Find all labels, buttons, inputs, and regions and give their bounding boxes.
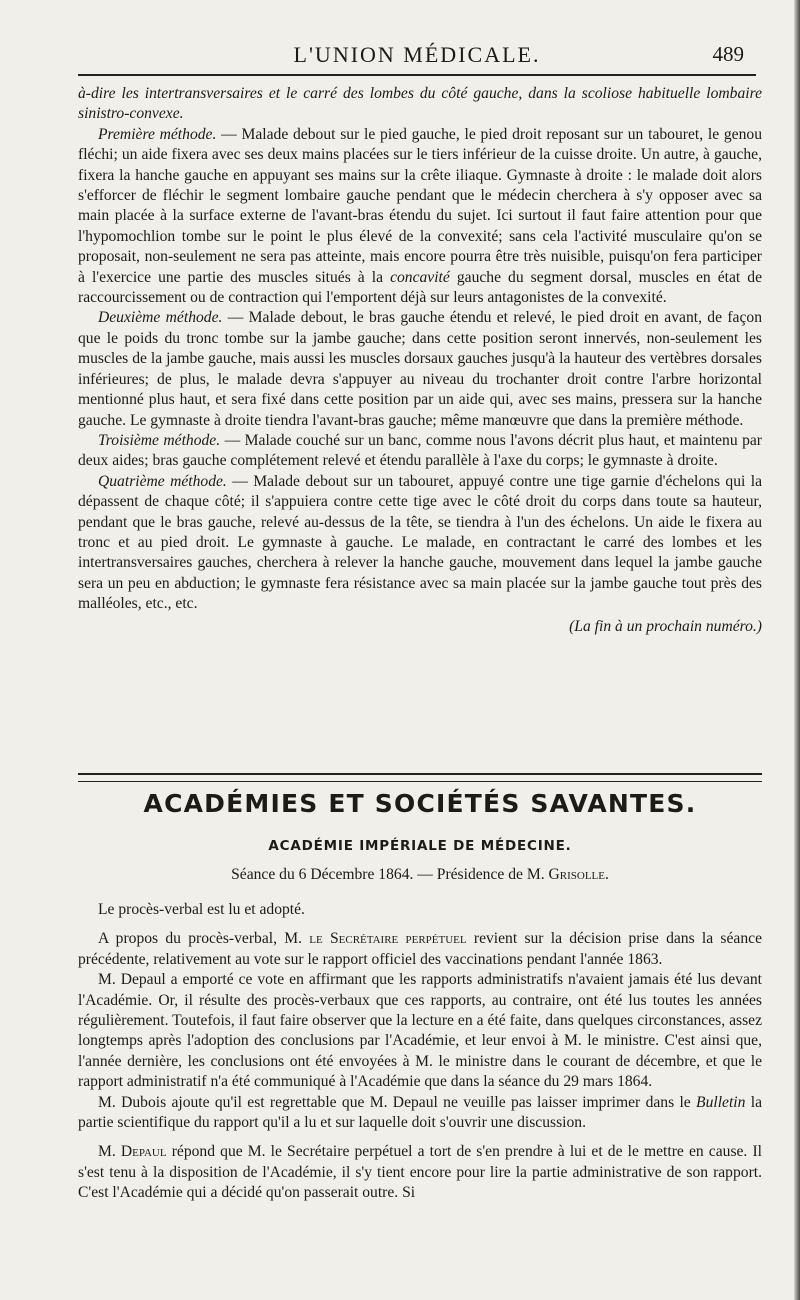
publication-title: Bulletin: [696, 1093, 746, 1111]
session-report: [78, 900, 762, 1204]
paragraph-quatrieme-methode: [78, 472, 762, 615]
paragraph-depaul-vote: M. Depaul a emporté ce vote en affirmant que les rapports administratifs n'avaient jamais été lus devant l'Académie. Or, il résulte des procès-verbaux que ces rapports, au contraire, ont été lus toutes les années régulièrement. Toutefois, il faut faire observer que la lecture en a été faite, dans quelques circonstances, assez longtemps après l'adoption des conclusions par l'Académie, et leur envoi à M. le ministre. C'est ainsi que, l'année dernière, les conclusions ont été envoyées à M. le ministre dans le courant de décembre, et que le rapport administratif n'a été communiqué à l'Académie que dans la séance du 29 mars 1864.: [78, 971, 762, 1091]
president-name: Grisolle: [548, 866, 605, 883]
paragraph-troisieme-methode: [78, 431, 762, 472]
method-text: — Malade debout sur un tabouret, appuyé contre une tige garnie d'échelons qui la dépassent de chaque côté; il s'appuiera contre cette tige avec le côté droit du corps dans toute sa hauteur, pendant que le bras gauche, relevé au-dessus de la tête, se tiendra à l'un des échelons. Un aide le fixera au tronc et au pied droit. Le gymnaste à gauche. Le malade, en contractant le carré des lombes et les intertransversaires gauches, cherchera à relever la hanche gauche, mouvement dans lequel la jambe gauche sera un peu en abduction; le gymnaste fera résistance avec sa main placée sur la jambe gauche tout près des malléoles, etc., etc.: [78, 472, 762, 613]
method-text: gauche du segment dorsal, muscles en état de raccourcissement ou de contraction qui l'emportent déjà sur leurs antagonistes de la convexité.: [78, 268, 763, 307]
session-line: [78, 866, 762, 884]
text-run: revient sur la décision prise dans la séance précédente, relativement au vote sur le rapport officiel des vaccinations pendant l'année 1863.: [78, 930, 762, 968]
paragraph-proces-verbal: Le procès-verbal est lu et adopté.: [98, 901, 305, 918]
method-text: — Malade debout sur le pied gauche, le pied droit reposant sur un tabouret, le genou fléchi; un aide fixera avec ses deux mains placées sur le tiers inférieur de la cuisse droite. Un autre, à gauche, fixera la hanche gauche en appuyant ses mains sur la crête iliaque. Gymnaste à droite : le malade doit alors s'efforcer de fléchir le segment lombaire gauche pendant que le médecin cherchera à s'y opposer avec sa main placée à la surface externe de l'avant-bras étendu du sujet. Ici surtout il faut faire attention pour que l'hypomochlion tombe sur le point le plus élevé de la convexité; sans cela l'activité musculaire qu'on se proposait, non-seulement ne sera pas atteinte, mais encore pourra être très nuisible, puisqu'on fera participer à l'exercice une partie des muscles situés à la: [78, 125, 762, 286]
article-continuation: [78, 84, 762, 637]
paragraph-secretaire: [78, 929, 762, 970]
text-run: M.: [98, 1143, 121, 1161]
text-run: la partie scientifique du rapport qu'il a lu et sur laquelle doit s'ouvrir une discussion.: [78, 1093, 762, 1132]
method-text: — Malade couché sur un banc, comme nous l'avons décrit plus haut, et maintenu par deux aides; bras gauche complétement relevé et étendu parallèle à l'axe du corps; le gymnaste à droite.: [78, 431, 763, 470]
text-run: M. Dubois ajoute qu'il est regrettable que M. Depaul ne veuille pas laisser imprimer dans le: [98, 1093, 697, 1111]
emphasis-word: concavité: [390, 268, 450, 286]
method-text: — Malade debout, le bras gauche étendu et relevé, le pied droit en avant, de façon que le poids du tronc tombe sur la jambe gauche; dans cette position seront innervés, non-seulement les muscles de la jambe gauche, mais aussi les muscles dorsaux gauches jusqu'à la hauteur des vertèbres dorsales inférieures; de plus, le malade devra s'appuyer au niveau du trochanter droit contre l'arbre horizontal mentionné plus haut, et sera fixé dans cette position par un aide qui, avec ses mains, pressera sur la hanche gauche. Le gymnaste à droite tiendra l'avant-bras gauche; même manœuvre que dans la première méthode.: [78, 309, 762, 429]
speaker-name: Depaul: [120, 1143, 167, 1161]
text-run: répond que M. le Secrétaire perpétuel a tort de s'en prendre à lui et de le mettre en cause. Il s'est tenu à la disposition de l'Académie, il s'y tient encore pour lire la partie administrative de son rapport. C'est l'Académie qui a décidé qu'on passerait outre. Si: [78, 1143, 762, 1202]
paragraph-deuxieme-methode: [78, 308, 762, 430]
section-divider: [78, 773, 762, 782]
paragraph-depaul-reply: [78, 1142, 762, 1203]
method-label: Première méthode.: [98, 125, 217, 143]
speaker-name: le Secrétaire perpétuel: [309, 930, 467, 948]
paragraph-gap: [78, 920, 762, 929]
paragraph-premiere-methode: [78, 125, 762, 309]
running-title: L'UNION MÉDICALE.: [293, 42, 541, 67]
page-number: 489: [712, 42, 744, 66]
method-label: Deuxième méthode.: [98, 309, 223, 327]
page-edge-shadow: [794, 0, 800, 1300]
session-suffix: .: [604, 866, 609, 883]
paragraph-dubois: [78, 1093, 762, 1134]
session-prefix: Séance du 6 Décembre 1864. — Présidence de M.: [231, 866, 549, 883]
section-title: ACADÉMIES ET SOCIÉTÉS SAVANTES.: [143, 789, 697, 818]
header-rule: [78, 74, 756, 76]
text-run: A propos du procès-verbal, M.: [98, 930, 310, 948]
continuation-note: (La fin à un prochain numéro.): [569, 617, 762, 635]
paragraph-intro: à-dire les intertransversaires et le carré des lombes du côté gauche, dans la scoliose habituelle lombaire sinistro-convexe.: [78, 85, 762, 123]
paragraph-gap: [78, 1133, 762, 1142]
method-label: Quatrième méthode.: [98, 472, 227, 490]
method-label: Troisième méthode.: [98, 431, 221, 449]
page-header: [78, 36, 756, 76]
academy-heading: ACADÉMIE IMPÉRIALE DE MÉDECINE.: [268, 838, 572, 854]
